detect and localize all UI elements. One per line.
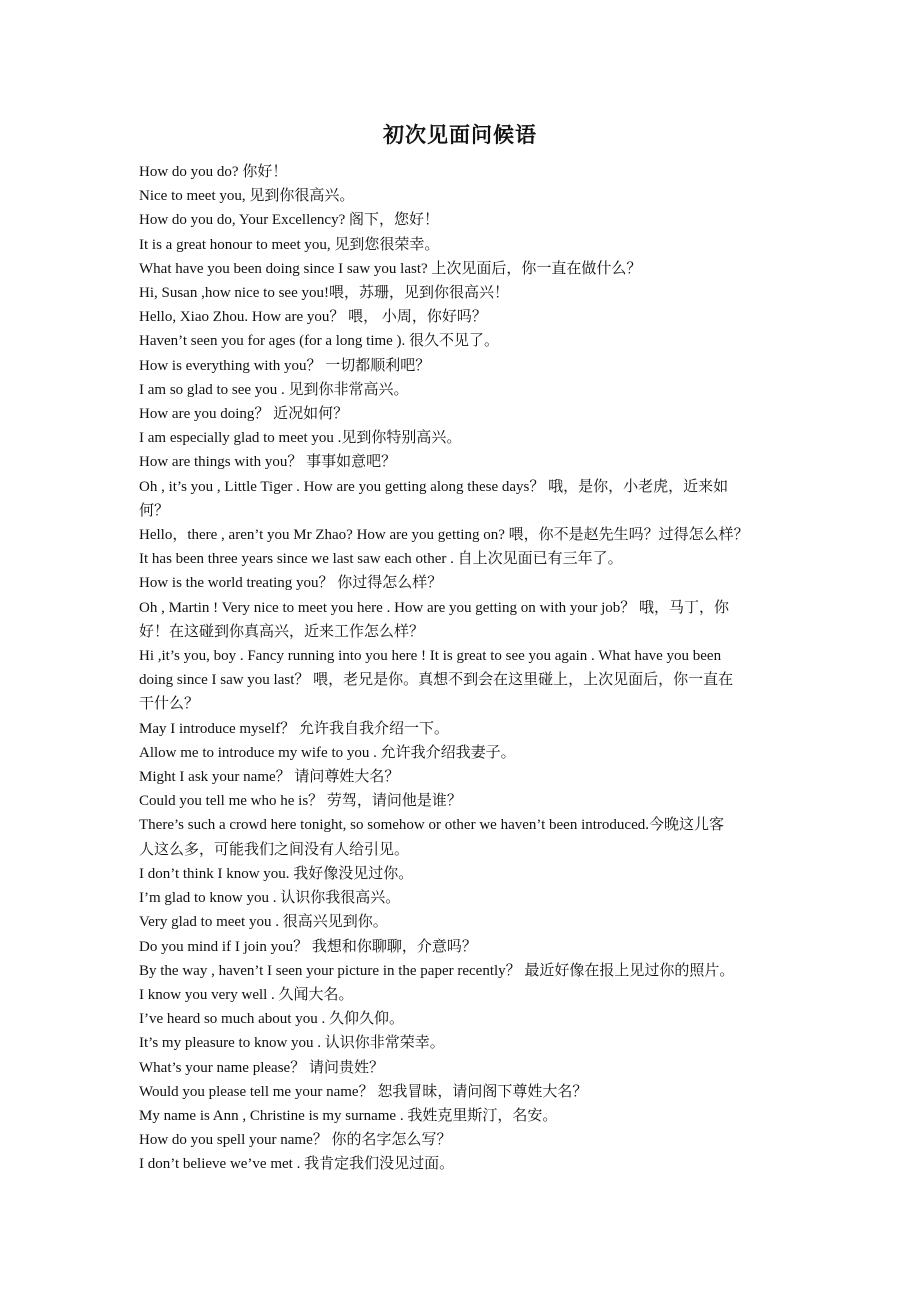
text-line: I’m glad to know you . 认识你我很高兴。 — [139, 890, 401, 907]
text-line: How do you do, Your Excellency? 阁下，您好！ — [139, 212, 439, 229]
page-title: 初次见面问候语 — [383, 123, 537, 147]
text-line: Hello，there , aren’t you Mr Zhao? How are you getting on? 喂，你不是赵先生吗？过得怎么样？ — [139, 527, 749, 544]
text-line: Hi, Susan ,how nice to see you!喂，苏珊，见到你很高兴！ — [139, 285, 509, 302]
text-line: How are things with you？ 事事如意吧？ — [139, 454, 397, 471]
text-line: Might I ask your name？ 请问尊姓大名？ — [139, 769, 400, 786]
text-line: It is a great honour to meet you, 见到您很荣幸。 — [139, 236, 440, 253]
text-line: 何？ — [139, 502, 170, 519]
text-line: What have you been doing since I saw you last? 上次见面后，你一直在做什么？ — [139, 260, 642, 277]
text-line: Very glad to meet you . 很高兴见到你。 — [139, 914, 388, 931]
text-line: I am so glad to see you . 见到你非常高兴。 — [139, 381, 409, 398]
text-line: How is everything with you？ 一切都顺利吧？ — [139, 357, 431, 374]
text-line: Nice to meet you, 见到你很高兴。 — [139, 188, 355, 205]
text-line: Oh , Martin ! Very nice to meet you here . How are you getting on with your job？ 哦，马丁，你 — [139, 599, 730, 616]
text-line: I’ve heard so much about you . 久仰久仰。 — [139, 1011, 404, 1028]
text-line: I don’t think I know you. 我好像没见过你。 — [139, 865, 414, 882]
text-line: How is the world treating you？ 你过得怎么样？ — [139, 575, 443, 592]
text-line: Hi ,it’s you, boy . Fancy running into you here ! It is great to see you again . What have you been — [139, 648, 722, 665]
text-line: Would you please tell me your name？ 恕我冒昧，请问阁下尊姓大名？ — [139, 1083, 588, 1100]
text-line: How are you doing？ 近况如何？ — [139, 406, 349, 423]
text-line: I don’t believe we’ve met . 我肯定我们没见过面。 — [139, 1156, 455, 1173]
text-line: Allow me to introduce my wife to you . 允许我介绍我妻子。 — [139, 744, 516, 761]
text-line: How do you spell your name？ 你的名字怎么写？ — [139, 1132, 452, 1149]
text-line: Oh , it’s you , Little Tiger . How are you getting along these days？ 哦，是你，小老虎，近来如 — [139, 478, 729, 495]
text-line: Do you mind if I join you？ 我想和你聊聊，介意吗？ — [139, 938, 477, 955]
greeting-list — [139, 160, 785, 1177]
text-line: There’s such a crowd here tonight, so somehow or other we haven’t been introduced.今晚这儿客 — [139, 817, 724, 834]
text-line: It’s my pleasure to know you . 认识你非常荣幸。 — [139, 1035, 445, 1052]
text-line: Haven’t seen you for ages (for a long time ). 很久不见了。 — [139, 333, 500, 350]
text-line: What’s your name please？ 请问贵姓？ — [139, 1059, 384, 1076]
text-line: I am especially glad to meet you .见到你特别高兴。 — [139, 430, 462, 447]
text-line: By the way , haven’t I seen your picture in the paper recently？ 最近好像在报上见过你的照片。 — [139, 962, 735, 979]
text-line: My name is Ann , Christine is my surname . 我姓克里斯汀，名安。 — [139, 1107, 558, 1124]
text-line: doing since I saw you last？ 喂，老兄是你。真想不到会在这里碰上，上次见面后，你一直在 — [139, 672, 734, 689]
text-line: 人这么多，可能我们之间没有人给引见。 — [139, 841, 410, 858]
text-line: 好！在这碰到你真高兴，近来工作怎么样？ — [139, 623, 425, 640]
text-line: Hello, Xiao Zhou. How are you？ 喂， 小周，你好吗？ — [139, 309, 487, 326]
text-line: How do you do? 你好！ — [139, 164, 288, 180]
text-line: 干什么？ — [139, 696, 200, 713]
text-line: May I introduce myself？ 允许我自我介绍一下。 — [139, 720, 449, 737]
text-line: Could you tell me who he is？ 劳驾，请问他是谁？ — [139, 793, 462, 810]
text-line: It has been three years since we last saw each other . 自上次见面已有三年了。 — [139, 551, 623, 568]
text-line: I know you very well . 久闻大名。 — [139, 986, 354, 1003]
